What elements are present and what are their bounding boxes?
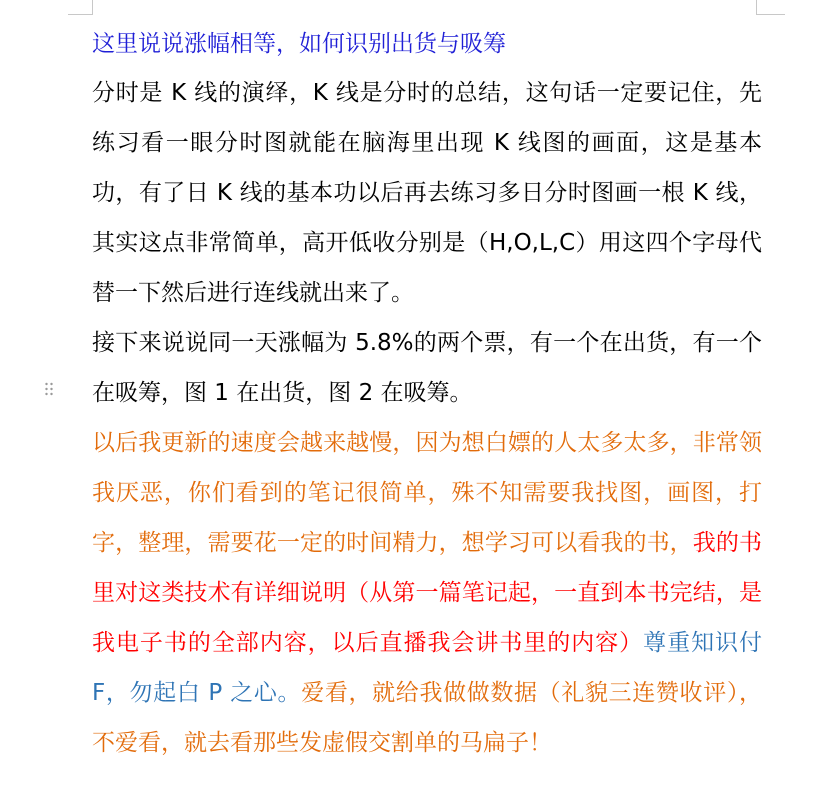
paragraph-drag-handle[interactable] <box>44 382 56 398</box>
paragraph-two-stocks <box>92 318 762 418</box>
document-body[interactable] <box>92 22 762 768</box>
paragraph-kline-explanation <box>92 68 762 318</box>
paragraph-2-text: 接下来说说同一天涨幅为 5.8%的两个票，有一个在出货，有一个在吸筹，图 1 在出货，图 2 在吸筹。 <box>92 330 762 406</box>
paragraph-update-notice <box>92 418 762 768</box>
notice-orange-text-1: 以后我更新的速度会越来越慢，因为想白嫖的人太多太多，非常领我厌恶，你们看到的笔记很简单，殊不知需要我找图，画图，打字，整理，需要花一定的时间精力，想学习可以看我的书， <box>92 430 762 556</box>
drag-handle-icon <box>44 382 54 396</box>
heading-text: 这里说说涨幅相等，如何识别出货与吸筹 <box>92 31 506 57</box>
document-heading <box>92 22 762 66</box>
notice-orange-text-2: 爱看，就给我做做数据（礼貌三连赞收评），不爱看，就去看那些发虚假交割单的马扁子！ <box>92 680 762 756</box>
page-corner-mark-top-right <box>756 0 785 15</box>
paragraph-1-text: 分时是 K 线的演绎，K 线是分时的总结，这句话一定要记住，先练习看一眼分时图就能在脑海里出现 K 线图的画面，这是基本功，有了日 K 线的基本功以后再去练习多日分时图画一根 K 线，其实这点非常简单，高开低收分别是（H,O,L,C）用这四个字母代替一下然后进行连线就出来了。 <box>92 80 762 306</box>
notice-red-text: 我的书里对这类技术有详细说明（从第一篇笔记起，一直到本书完结，是我电子书的全部内容，以后直播我会讲书里的内容） <box>92 530 763 656</box>
page-corner-mark-top-left <box>68 0 93 15</box>
notice-blue-text: 尊重知识付 F，勿起白 P 之心。 <box>92 630 763 706</box>
